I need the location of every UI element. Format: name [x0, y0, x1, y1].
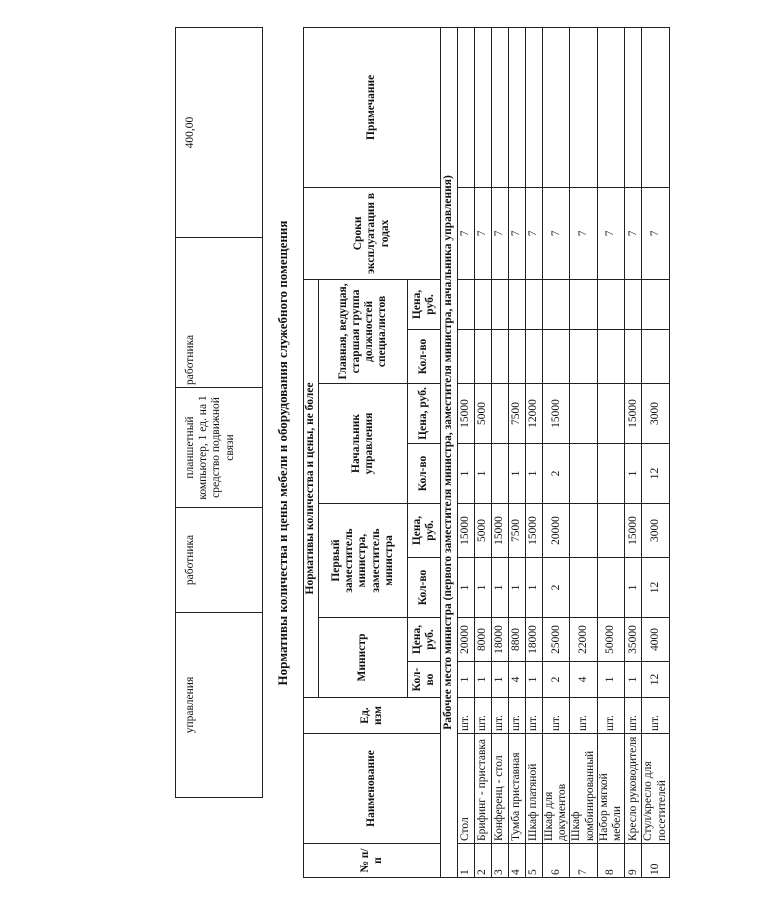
cell-fq — [597, 557, 624, 617]
cell-fp: 20000 — [543, 503, 570, 557]
cell-hp: 15000 — [458, 383, 475, 443]
cell-life: 7 — [526, 187, 543, 279]
cell-hp: 7500 — [509, 383, 526, 443]
cell-hp — [597, 383, 624, 443]
cell-name: Стул/кресло для посетителей — [642, 733, 669, 843]
cell-cp — [570, 279, 597, 329]
cell-note — [543, 27, 570, 187]
header-qty: Кол-во — [408, 329, 441, 383]
document-title: Нормативы количества и цены мебели и оборудования служебного помещения — [275, 220, 290, 685]
cell-life: 7 — [492, 187, 509, 279]
cell-cq — [492, 329, 509, 383]
fragment-cell: планшетный компьютер, 1 ед. на 1 средство подвижной связи — [176, 387, 263, 507]
cell-note — [570, 27, 597, 187]
cell-cp — [458, 279, 475, 329]
cell-hp — [570, 383, 597, 443]
fragment-cell: управления — [176, 612, 263, 797]
cell-fp: 5000 — [475, 503, 492, 557]
cell-mp: 18000 — [492, 617, 509, 661]
cell-life: 7 — [597, 187, 624, 279]
cell-hp: 15000 — [625, 383, 642, 443]
header-note: Примечание — [304, 27, 441, 187]
cell-fp: 7500 — [509, 503, 526, 557]
document-sheet — [175, 28, 765, 878]
cell-mq: 4 — [509, 661, 526, 697]
header-chief-group: Главная, ведущая, старшая группа должностей специалистов — [319, 279, 408, 383]
fragment-cell: работника — [176, 237, 263, 387]
table-row — [642, 27, 669, 877]
header-row — [304, 27, 319, 877]
cell-unit: шт. — [570, 697, 597, 733]
cell-unit: шт. — [543, 697, 570, 733]
cell-unit: шт. — [642, 697, 669, 733]
cell-name: Шкаф комбинированный — [570, 733, 597, 843]
cell-cq — [509, 329, 526, 383]
cell-unit: шт. — [597, 697, 624, 733]
cell-fp: 15000 — [625, 503, 642, 557]
header-qty: Кол-во — [408, 443, 441, 503]
header-price: Цена, руб. — [408, 617, 441, 661]
cell-n: 7 — [570, 843, 597, 877]
table-row — [570, 27, 597, 877]
cell-hp: 5000 — [475, 383, 492, 443]
cell-mp: 4000 — [642, 617, 669, 661]
header-qty: Кол-во — [408, 661, 441, 697]
section-row — [441, 27, 458, 877]
cell-hq: 1 — [458, 443, 475, 503]
cell-note — [526, 27, 543, 187]
cell-hq: 2 — [543, 443, 570, 503]
cell-n: 5 — [526, 843, 543, 877]
header-first-deputy: Первый заместитель министра, заместитель министра — [319, 503, 408, 617]
cell-fp: 15000 — [492, 503, 509, 557]
cell-mp: 8000 — [475, 617, 492, 661]
cell-unit: шт. — [509, 697, 526, 733]
cell-fp — [597, 503, 624, 557]
cell-mq: 1 — [492, 661, 509, 697]
cell-cp — [509, 279, 526, 329]
section-title: Рабочее место министра (первого заместителя министра, заместителя министра, начальника управления) — [441, 27, 458, 877]
cell-n: 9 — [625, 843, 642, 877]
header-head-dept: Начальник управления — [319, 383, 408, 503]
cell-hq — [597, 443, 624, 503]
header-qty: Кол-во — [408, 557, 441, 617]
cell-fp — [570, 503, 597, 557]
cell-life: 7 — [642, 187, 669, 279]
cell-mp: 22000 — [570, 617, 597, 661]
cell-cp — [625, 279, 642, 329]
cell-cq — [526, 329, 543, 383]
header-price: Цена, руб. — [408, 503, 441, 557]
cell-fq: 1 — [492, 557, 509, 617]
table-row — [625, 27, 642, 877]
cell-note — [597, 27, 624, 187]
cell-cq — [475, 329, 492, 383]
header-service-life: Сроки эксплуатации в годах — [304, 187, 441, 279]
header-norms: Нормативы количества и цены, не более — [304, 279, 319, 697]
cell-hq: 1 — [509, 443, 526, 503]
cell-name: Набор мягкой мебели — [597, 733, 624, 843]
cell-mp: 50000 — [597, 617, 624, 661]
cell-unit: шт. — [458, 697, 475, 733]
cell-fp: 3000 — [642, 503, 669, 557]
cell-mp: 20000 — [458, 617, 475, 661]
cell-hp: 12000 — [526, 383, 543, 443]
cell-note — [642, 27, 669, 187]
cell-fq: 1 — [458, 557, 475, 617]
table-row — [458, 27, 475, 877]
cell-hq: 12 — [642, 443, 669, 503]
cell-life: 7 — [625, 187, 642, 279]
cell-hp — [492, 383, 509, 443]
table-row — [597, 27, 624, 877]
cell-cq — [597, 329, 624, 383]
table-body — [458, 27, 670, 877]
table-row — [526, 27, 543, 877]
cell-hq — [492, 443, 509, 503]
cell-mp: 8800 — [509, 617, 526, 661]
cell-mq: 1 — [458, 661, 475, 697]
table-row — [475, 27, 492, 877]
cell-name: Конференц - стол — [492, 733, 509, 843]
cell-unit: шт. — [625, 697, 642, 733]
cell-mq: 1 — [475, 661, 492, 697]
cell-life: 7 — [570, 187, 597, 279]
cell-fq: 1 — [625, 557, 642, 617]
cell-cp — [526, 279, 543, 329]
cell-fq: 1 — [509, 557, 526, 617]
header-unit: Ед. изм — [304, 697, 441, 733]
cell-mp: 35000 — [625, 617, 642, 661]
cell-fq — [570, 557, 597, 617]
cell-fp: 15000 — [526, 503, 543, 557]
cell-life: 7 — [458, 187, 475, 279]
cell-name: Брифинг - приставка — [475, 733, 492, 843]
header-minister: Министр — [319, 617, 408, 697]
cell-mq: 4 — [570, 661, 597, 697]
table-row — [492, 27, 509, 877]
cell-fq: 2 — [543, 557, 570, 617]
cell-life: 7 — [475, 187, 492, 279]
cell-n: 3 — [492, 843, 509, 877]
cell-hp: 15000 — [543, 383, 570, 443]
cell-cp — [475, 279, 492, 329]
cell-n: 4 — [509, 843, 526, 877]
cell-name: Шкаф платяной — [526, 733, 543, 843]
cell-cp — [597, 279, 624, 329]
table-row — [543, 27, 570, 877]
header-price: Цена, руб. — [408, 383, 441, 443]
cell-hq: 1 — [475, 443, 492, 503]
header-num: № п/п — [304, 843, 441, 877]
cell-mp: 25000 — [543, 617, 570, 661]
cell-hq — [570, 443, 597, 503]
cell-name: Шкаф для документов — [543, 733, 570, 843]
cell-mq: 1 — [597, 661, 624, 697]
cell-mq: 1 — [526, 661, 543, 697]
cell-fq: 1 — [475, 557, 492, 617]
header-name: Наименование — [304, 733, 441, 843]
cell-mq: 12 — [642, 661, 669, 697]
cell-n: 6 — [543, 843, 570, 877]
cell-name: Тумба приставная — [509, 733, 526, 843]
norms-table — [303, 26, 670, 877]
cell-n: 8 — [597, 843, 624, 877]
cell-n: 2 — [475, 843, 492, 877]
header-price: Цена, руб. — [408, 279, 441, 329]
cell-cp — [492, 279, 509, 329]
cell-cq — [570, 329, 597, 383]
cell-cq — [543, 329, 570, 383]
table-row — [509, 27, 526, 877]
cell-fp: 15000 — [458, 503, 475, 557]
cell-unit: шт. — [492, 697, 509, 733]
cell-n: 1 — [458, 843, 475, 877]
cell-unit: шт. — [475, 697, 492, 733]
cell-mq: 2 — [543, 661, 570, 697]
cell-name: Стол — [458, 733, 475, 843]
cell-cq — [458, 329, 475, 383]
cell-fq: 1 — [526, 557, 543, 617]
cell-n: 10 — [642, 843, 669, 877]
fragment-cell: 400,00 — [176, 27, 263, 237]
cell-life: 7 — [509, 187, 526, 279]
cell-note — [492, 27, 509, 187]
cell-cq — [625, 329, 642, 383]
cell-life: 7 — [543, 187, 570, 279]
cell-mp: 18000 — [526, 617, 543, 661]
cell-fq: 12 — [642, 557, 669, 617]
cell-hq: 1 — [625, 443, 642, 503]
cell-cp — [543, 279, 570, 329]
cell-note — [625, 27, 642, 187]
cell-name: Кресло руководителя — [625, 733, 642, 843]
cell-unit: шт. — [526, 697, 543, 733]
previous-table-fragment — [175, 27, 263, 798]
cell-cq — [642, 329, 669, 383]
cell-cp — [642, 279, 669, 329]
cell-hp: 3000 — [642, 383, 669, 443]
cell-hq: 1 — [526, 443, 543, 503]
fragment-cell: работника — [176, 507, 263, 612]
cell-note — [475, 27, 492, 187]
cell-mq: 1 — [625, 661, 642, 697]
table-row — [176, 27, 263, 797]
cell-note — [509, 27, 526, 187]
cell-note — [458, 27, 475, 187]
